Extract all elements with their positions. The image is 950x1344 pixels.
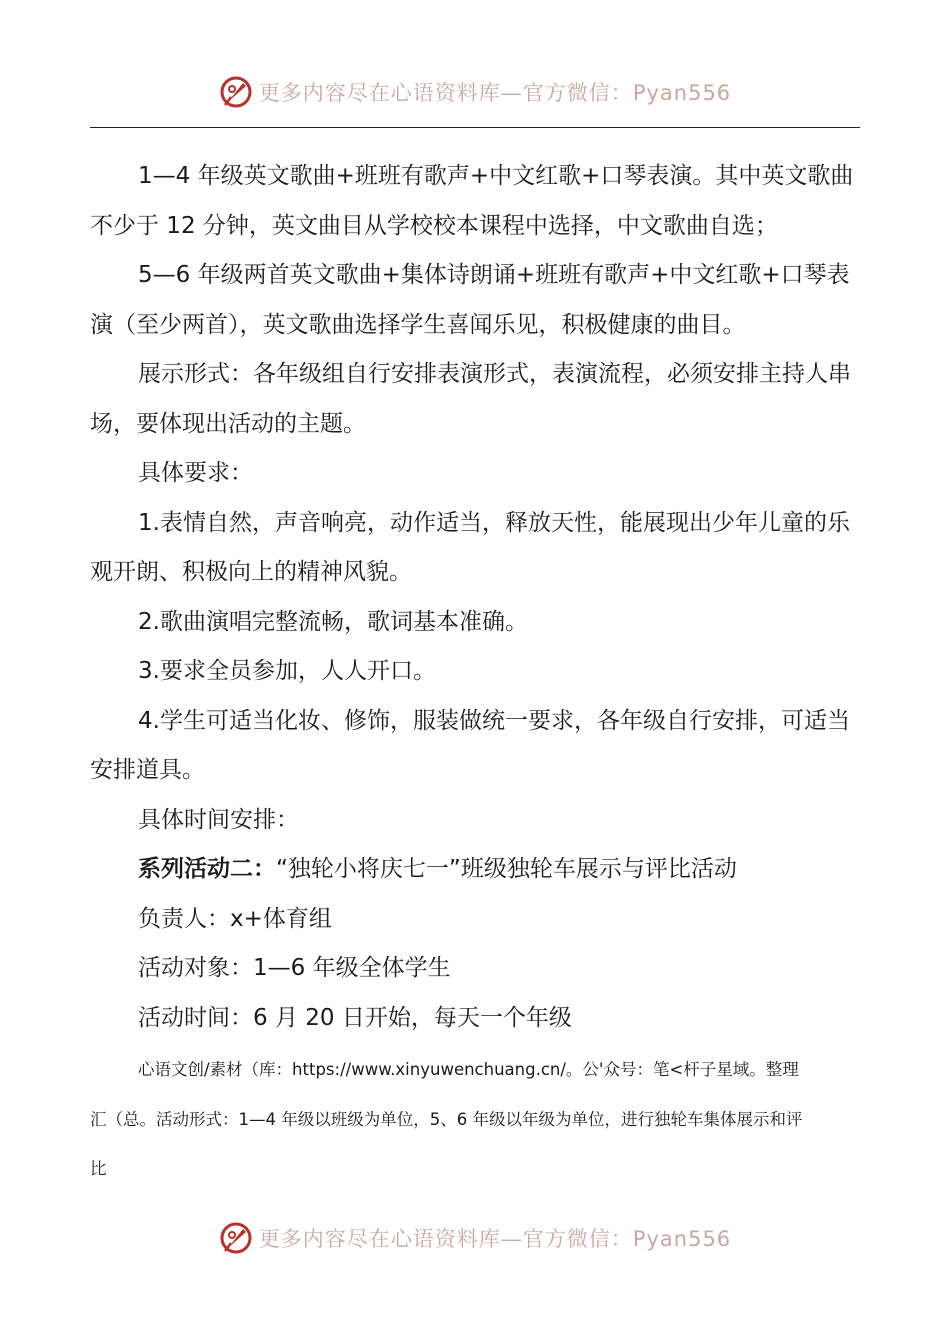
header-banner: 更多内容尽在心语资料库—官方微信：Pyan556: [258, 81, 732, 105]
paragraph-display-form: 展示形式：各年级组自行安排表演形式，表演流程，必须安排主持人串场，要体现出活动的主题。: [90, 361, 851, 437]
heading-schedule: 具体时间安排：: [138, 806, 299, 833]
quill-pen-logo-icon: [219, 1221, 253, 1255]
footer-wechat-id: Pyan556: [632, 1227, 732, 1251]
activity-target: 活动对象：1—6 年级全体学生: [138, 955, 451, 981]
activity-time: 活动时间：6 月 20 日开始，每天一个年级: [138, 1004, 572, 1031]
page-footer: [0, 1216, 950, 1260]
paragraph-grades-1-4: 1—4 年级英文歌曲+班班有歌声+中文红歌+口琴表演。其中英文歌曲不少于 12 分钟，英文曲目从学校校本课程中选择，中文歌曲自选；: [90, 163, 854, 239]
header-wechat-id: Pyan556: [632, 81, 732, 105]
series-activity-heading: [90, 845, 860, 895]
series-label: 系列活动二：: [138, 856, 276, 882]
requirement-2: 2.歌曲演唱完整流畅，歌词基本准确。: [138, 608, 528, 635]
heading-requirements: 具体要求：: [138, 460, 253, 486]
document-body: [90, 152, 860, 1194]
small-note-line-3: 比: [90, 1159, 107, 1178]
quill-pen-logo-icon: [219, 75, 253, 109]
activity-owner: 负责人：x+体育组: [138, 905, 332, 932]
page-header: [0, 70, 950, 114]
header-divider: [90, 127, 860, 128]
small-note-line-2: 汇（总。活动形式：1—4 年级以班级为单位，5、6 年级以年级为单位，进行独轮车集体展示和评: [90, 1109, 803, 1129]
requirement-3: 3.要求全员参加，人人开口。: [138, 658, 436, 684]
requirement-4: 4.学生可适当化妆、修饰，服装做统一要求，各年级自行安排，可适当安排道具。: [90, 707, 850, 783]
small-note: [90, 1045, 860, 1194]
series-title: “独轮小将庆七一”班级独轮车展示与评比活动: [276, 856, 737, 882]
footer-banner: 更多内容尽在心语资料库—官方微信：Pyan556: [258, 1227, 732, 1251]
paragraph-grades-5-6: 5—6 年级两首英文歌曲+集体诗朗诵+班班有歌声+中文红歌+口琴表演（至少两首），英文歌曲选择学生喜闻乐见，积极健康的曲目。: [90, 262, 850, 338]
small-note-line-1: 心语文创/素材（库：https://www.xinyuwenchuang.cn/。公'众号：笔<杆子星域。整理: [138, 1060, 799, 1079]
requirement-1: 1.表情自然，声音响亮，动作适当，释放天性，能展现出少年儿童的乐观开朗、积极向上的精神风貌。: [90, 509, 850, 585]
